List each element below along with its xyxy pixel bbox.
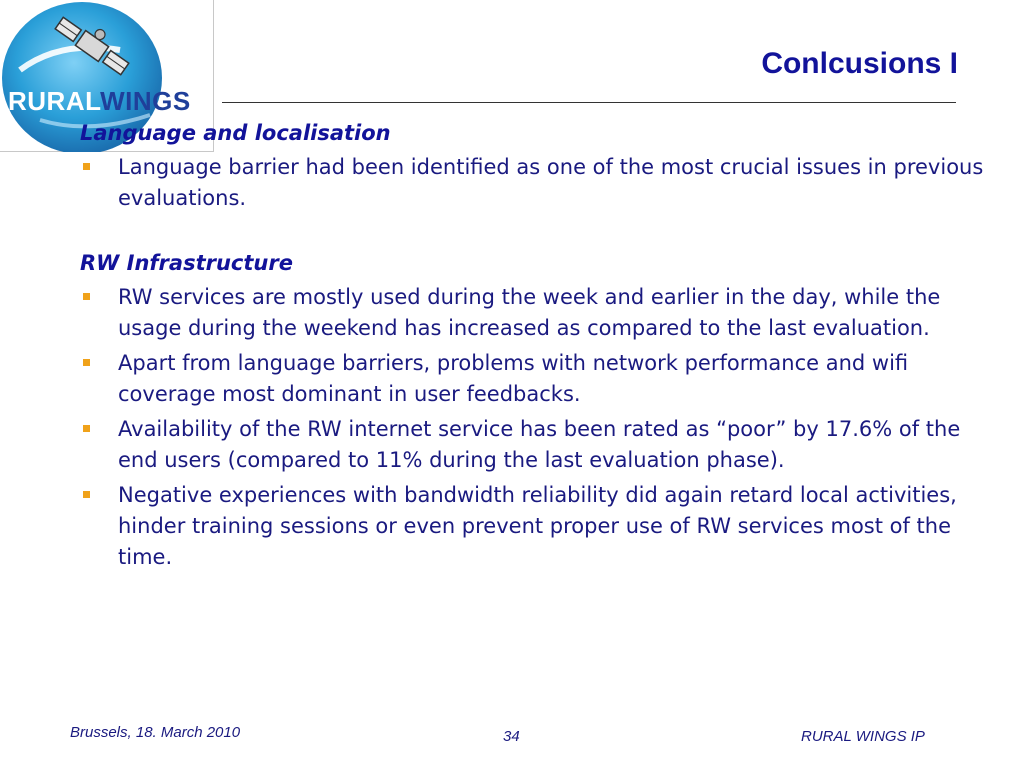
section-heading-infrastructure: RW Infrastructure: [80, 251, 293, 275]
footer-page-number: 34: [503, 728, 520, 745]
bullet-text: Availability of the RW internet service has been rated as “poor” by 17.6% of the end users (compared to 11% during the last evaluation phase).: [118, 417, 961, 472]
bullet-square-icon: [83, 491, 90, 498]
footer-project-name: RURAL WINGS IP: [801, 728, 925, 745]
bullet-text: RW services are mostly used during the week and earlier in the day, while the usage during the weekend has increased as compared to the last evaluation.: [118, 285, 941, 340]
bullet-item: [80, 282, 1000, 344]
bullet-square-icon: [83, 163, 90, 170]
logo-wordmark: [8, 86, 191, 117]
bullet-item: [80, 348, 1000, 410]
bullet-text: Negative experiences with bandwidth reliability did again retard local activities, hinder training sessions or even prevent proper use of RW services most of the time.: [118, 483, 957, 569]
title-divider: [222, 102, 956, 103]
bullet-square-icon: [83, 359, 90, 366]
logo-text-wings: WINGS: [100, 86, 191, 116]
bullet-text: Apart from language barriers, problems with network performance and wifi coverage most dominant in user feedbacks.: [118, 351, 909, 406]
bullet-square-icon: [83, 425, 90, 432]
bullet-square-icon: [83, 293, 90, 300]
bullet-item: [80, 480, 1000, 573]
logo-text-rural: RURAL: [8, 86, 101, 116]
bullet-item: [80, 152, 1000, 214]
section-heading-language: Language and localisation: [80, 121, 391, 145]
bullet-item: [80, 414, 1000, 476]
footer-location-date: Brussels, 18. March 2010: [70, 724, 241, 741]
bullet-text: Language barrier had been identified as one of the most crucial issues in previous evaluations.: [118, 155, 984, 210]
slide-title: Conlcusions I: [761, 47, 958, 80]
slide-content: [80, 118, 1000, 573]
